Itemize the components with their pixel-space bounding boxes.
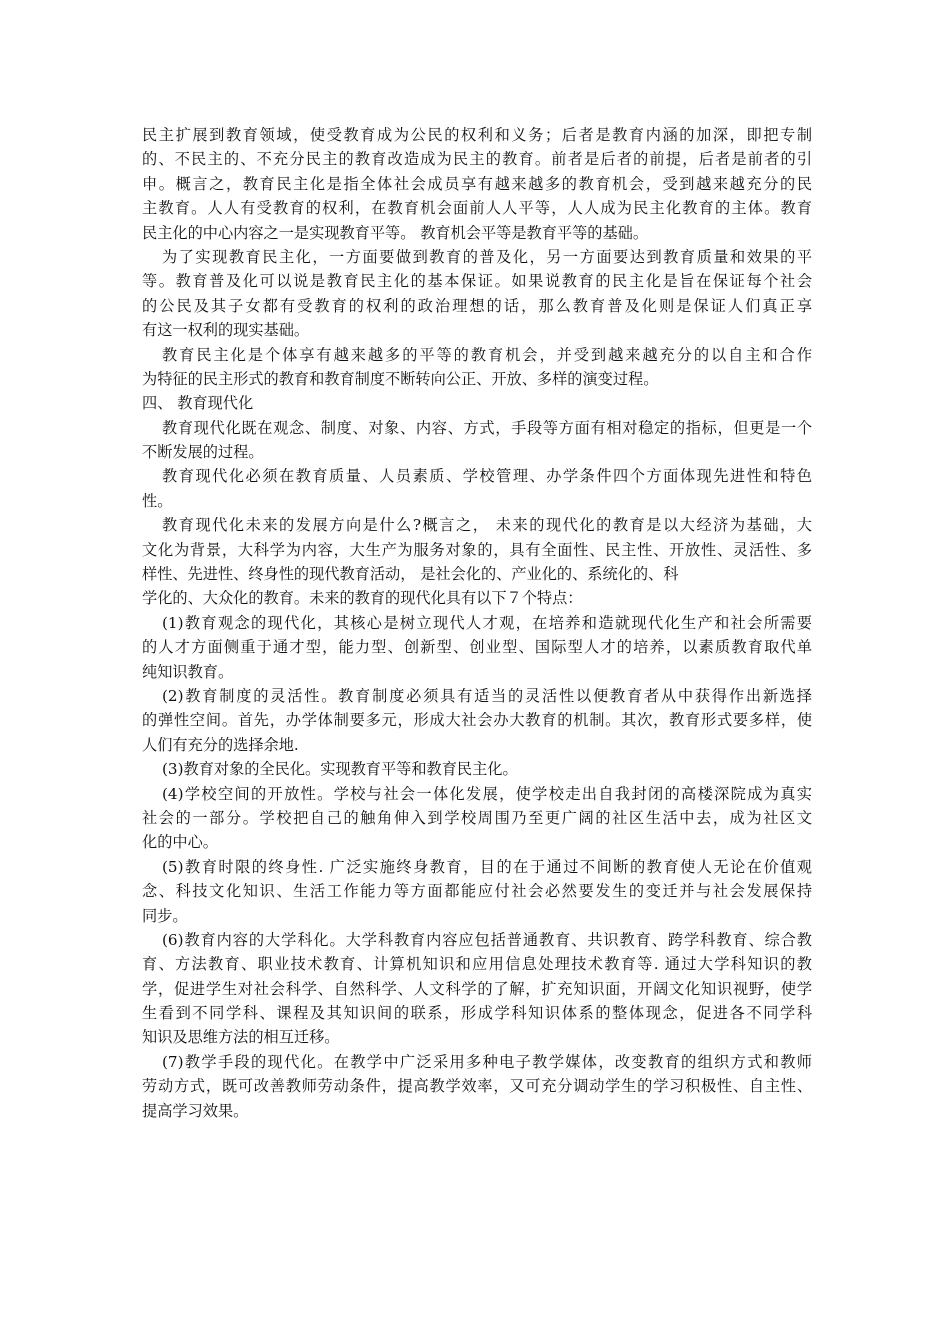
text-line: 学化的、大众化的教育。未来的教育的现代化具有以下７个特点： [142, 589, 583, 608]
text-line: 民主扩展到教育领域，使受教育成为公民的权利和义务；后者是教育内涵的加深，即把专制 [142, 126, 812, 144]
text-line: (1)教育观念的现代化，其核心是树立现代人才观，在培养和造就现代化生产和社会所需要 [162, 613, 812, 632]
text-line: (4)学校空间的开放性。学校与社会一体化发展，使学校走出自我封闭的高楼深院成为真实 [162, 784, 812, 803]
text-line: 性。 [142, 491, 173, 510]
text-line: (3)教育对象的全民化。实现教育平等和教育民主化。 [162, 760, 518, 779]
text-line: 四、 教育现代化 [142, 394, 254, 413]
text-line: 为了实现教育民主化，一方面要做到教育的普及化，另一方面要达到教育质量和效果的平 [162, 247, 812, 266]
text-line: 劳动方式，既可改善教师劳动条件，提高教学效率，又可充分调动学生的学习积极性、自主性、 [142, 1077, 812, 1096]
text-line: 样性、先进性、终身性的现代教育活动， 是社会化的、产业化的、系统化的、科 [142, 565, 679, 584]
paragraph-feature-1 [142, 611, 812, 684]
text-line: 纯知识教育。 [142, 662, 234, 681]
text-line: 人们有充分的选择余地. [142, 735, 299, 754]
text-line: 的、不民主的、不充分民主的教育改造成为民主的教育。前者是后者的前提，后者是前者的引 [142, 150, 812, 169]
paragraph-democratization-definition [142, 123, 812, 245]
text-line: 教育现代化既在观念、制度、对象、内容、方式，手段等方面有相对稳定的指标，但更是一个 [162, 418, 812, 437]
text-line: (7)教学手段的现代化。在教学中广泛采用多种电子教学媒体，改变教育的组织方式和教师 [162, 1052, 812, 1071]
paragraph-modernization-direction [142, 513, 812, 586]
text-line: 社会的一部分。学校把自己的触角伸入到学校周围乃至更广阔的社区生活中去，成为社区文 [142, 808, 812, 827]
paragraph-modernization-aspects [142, 464, 812, 513]
text-line: 教育现代化必须在教育质量、人员素质、学校管理、办学条件四个方面体现先进性和特色 [162, 467, 812, 486]
text-line: (2)教育制度的灵活性。教育制度必须具有适当的灵活性以便教育者从中获得作出新选择 [162, 686, 812, 705]
text-line: 有这一权利的现实基础。 [142, 321, 310, 340]
paragraph-feature-6 [142, 928, 812, 1050]
text-line: 教育民主化是个体享有越来越多的平等的教育机会，并受到越来越充分的以自主和合作 [162, 345, 812, 364]
text-line: 的公民及其子女都有受教育的权利的政治理想的话，那么教育普及化则是保证人们真正享 [142, 296, 812, 315]
paragraph-modernization-features-intro [142, 586, 812, 610]
text-line: (6)教育内容的大学科化。大学科教育内容应包括普通教育、共识教育、跨学科教育、综合教 [162, 930, 812, 949]
text-line: 念、科技文化知识、生活工作能力等方面都能应付社会必然要发生的变迁并与社会发展保持 [142, 882, 812, 901]
text-line: 育、方法教育、职业技术教育、计算机知识和应用信息处理技术教育等. 通过大学科知识的教 [142, 955, 812, 974]
text-line: 申。概言之，教育民主化是指全体社会成员享有越来越多的教育机会，受到越来越充分的民 [142, 174, 812, 193]
text-line: 民主化的中心内容之一是实现教育平等。 教育机会平等是教育平等的基础。 [142, 223, 649, 242]
text-line: 文化为背景，大科学为内容，大生产为服务对象的，具有全面性、民主性、开放性、灵活性、多 [142, 540, 812, 559]
text-line: 不断发展的过程。 [142, 443, 264, 462]
paragraph-feature-7 [142, 1050, 812, 1123]
paragraph-feature-4 [142, 782, 812, 855]
paragraph-popularization [142, 245, 812, 343]
text-line: 知识及思维方法的相互迁移。 [142, 1028, 340, 1047]
paragraph-modernization-concept [142, 416, 812, 465]
paragraph-feature-2 [142, 684, 812, 757]
text-line: (5)教育时限的终身性. 广泛实施终身教育，目的在于通过不间断的教育使人无论在价值观 [162, 857, 812, 876]
text-line: 的弹性空间。首先，办学体制要多元，形成大社会办大教育的机制。其次，教育形式要多样，使 [142, 711, 812, 730]
text-line: 生看到不同学科、课程及其知识间的联系，形成学科知识体系的整体现念，促进各不同学科 [142, 1004, 812, 1023]
paragraph-feature-5 [142, 855, 812, 928]
section-heading-modernization [142, 391, 812, 415]
text-line: 为特征的民主形式的教育和教育制度不断转向公正、开放、多样的演变过程。 [142, 369, 659, 388]
text-line: 教育现代化未来的发展方向是什么?概言之， 未来的现代化的教育是以大经济为基础，大 [162, 516, 812, 535]
text-line: 等。教育普及化可以说是教育民主化的基本保证。如果说教育的民主化是旨在保证每个社会 [142, 272, 812, 291]
text-line: 提高学习效果。 [142, 1101, 249, 1120]
paragraph-feature-3 [142, 757, 812, 781]
text-line: 的人才方面侧重于通才型，能力型、创新型、创业型、国际型人才的培养，以素质教育取代单 [142, 638, 812, 657]
text-line: 化的中心。 [142, 833, 218, 852]
text-line: 同步。 [142, 906, 188, 925]
paragraph-democratization-process [142, 343, 812, 392]
text-line: 学，促进学生对社会科学、自然科学、人文科学的了解，扩充知识面，开阔文化知识视野，使学 [142, 979, 812, 998]
text-line: 主教育。人人有受教育的权利，在教育机会面前人人平等，人人成为民主化教育的主体。教育 [142, 199, 812, 218]
document-page [142, 123, 812, 1123]
